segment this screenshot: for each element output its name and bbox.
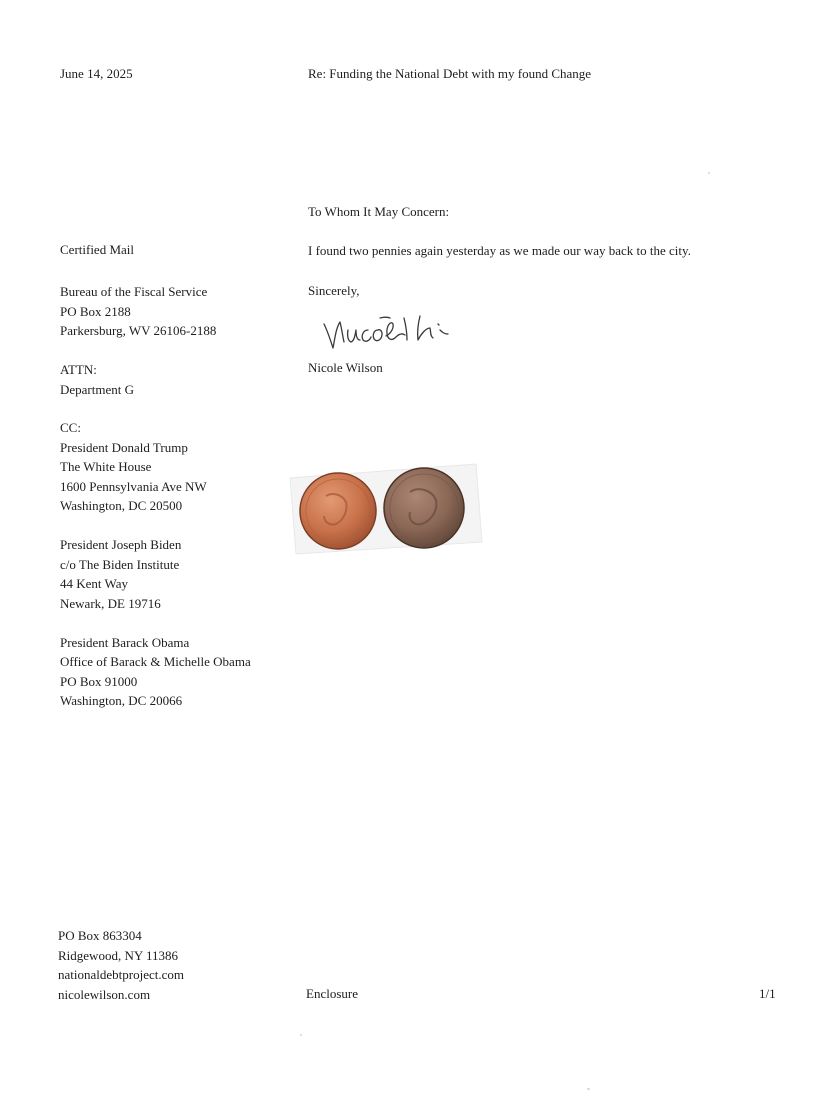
cc-recipient: [60, 535, 251, 613]
cc-recipient: [60, 633, 251, 711]
cc-label: CC:: [60, 420, 81, 435]
penny: [300, 473, 376, 549]
cc-line: Washington, DC 20066: [60, 693, 183, 708]
recipient-line: Parkersburg, WV 26106-2188: [60, 323, 217, 338]
handwritten-signature: [322, 306, 502, 360]
recipient-line: PO Box 2188: [60, 303, 131, 319]
cc-recipient: [60, 438, 251, 516]
cc-line: President Donald Trump: [60, 439, 188, 455]
cc-line: President Barack Obama: [60, 634, 190, 650]
sender-address: [58, 926, 184, 1004]
cc-line: c/o The Biden Institute: [60, 556, 180, 572]
letter-subject: Re: Funding the National Debt with my found Change: [308, 66, 592, 81]
sender-line: PO Box 863304: [58, 928, 142, 943]
cc-line: 44 Kent Way: [60, 576, 129, 591]
scan-speck: [300, 1034, 302, 1036]
sender-line: nationaldebtproject.com: [58, 967, 184, 982]
attn-department: Department G: [60, 381, 135, 397]
recipient-address: [60, 282, 216, 341]
cc-line: PO Box 91000: [60, 673, 138, 689]
letter-body: I found two pennies again yesterday as we made our way back to the city.: [308, 243, 691, 258]
signer-name: Nicole Wilson: [308, 360, 383, 375]
sender-line: nicolewilson.com: [58, 986, 151, 1002]
scan-speck: [587, 1088, 590, 1090]
greeting: To Whom It May Concern:: [308, 204, 450, 219]
cc-line: President Joseph Biden: [60, 537, 182, 552]
pennies-image: [286, 456, 486, 560]
attn-label: ATTN:: [60, 362, 97, 377]
attn-block: [60, 360, 134, 399]
delivery-method: Certified Mail: [60, 242, 135, 257]
cc-line: The White House: [60, 459, 152, 474]
cc-line: Washington, DC 20500: [60, 498, 183, 513]
enclosure-note: Enclosure: [306, 986, 358, 1001]
scan-speck: [708, 172, 710, 174]
cc-line: 1600 Pennsylvania Ave NW: [60, 478, 207, 494]
penny: [384, 468, 464, 548]
closing: Sincerely,: [308, 283, 360, 298]
cc-line: Newark, DE 19716: [60, 595, 161, 611]
recipient-line: Bureau of the Fiscal Service: [60, 284, 208, 299]
sender-line: Ridgewood, NY 11386: [58, 947, 179, 963]
cc-line: Office of Barack & Michelle Obama: [60, 654, 251, 669]
page-number: 1/1: [759, 986, 776, 1001]
cc-block: [60, 418, 251, 730]
letter-date: June 14, 2025: [60, 66, 133, 81]
